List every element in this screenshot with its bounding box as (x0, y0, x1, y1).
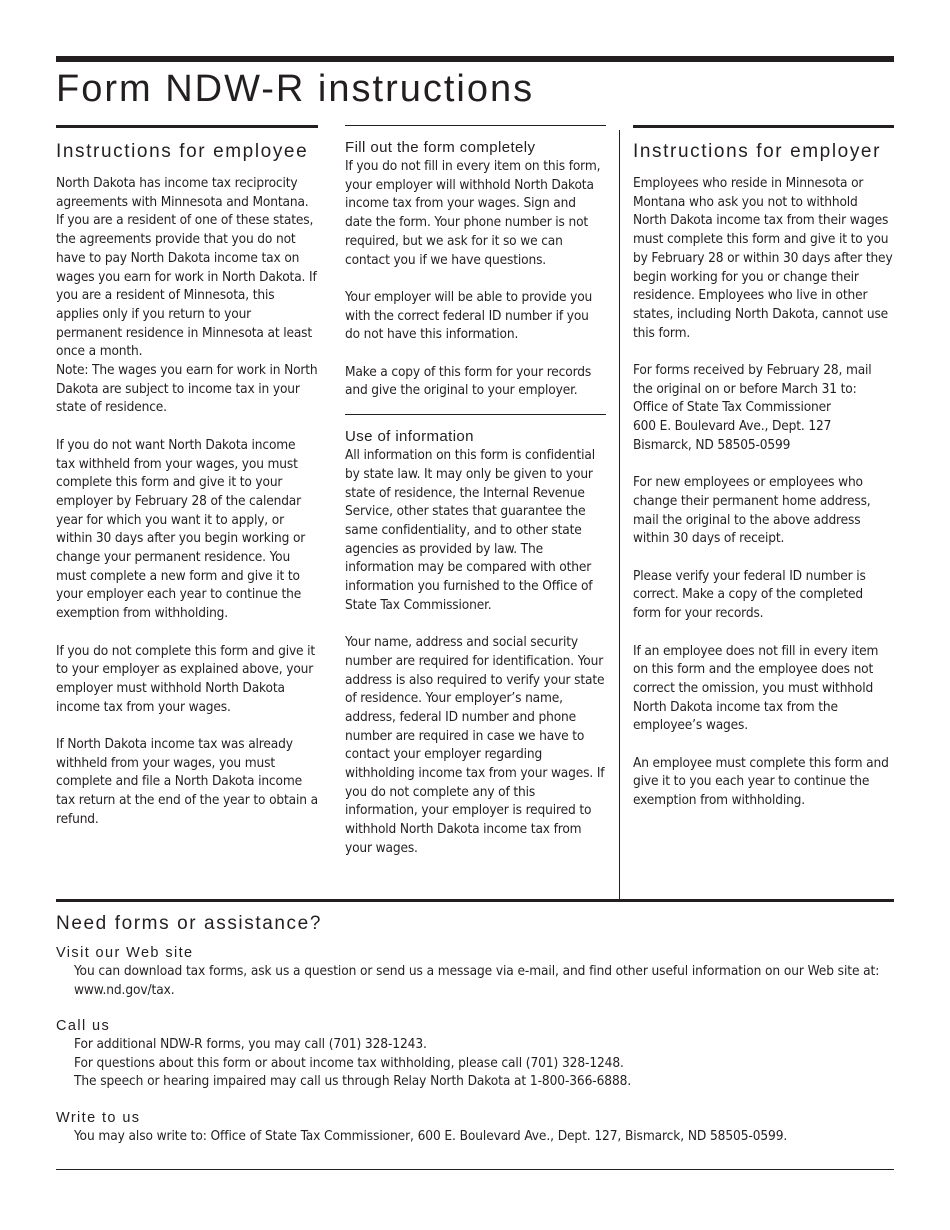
employer-paragraph-5: If an employee does not fill in every item on this form and the employee does not correct the omission, you must withhold North Dakota income tax from the employee’s wages. (633, 642, 879, 734)
employee-column (56, 125, 318, 829)
employer-paragraph-6: An employee must complete this form and give it to you each year to continue the exemption from withholding. (633, 754, 889, 809)
employer-paragraph-4: Please verify your federal ID number is correct. Make a copy of the completed form for your records. (633, 567, 866, 622)
use-info-paragraph-1: All information on this form is confidential by state law. It may only be given to your state of residence, the Internal Revenue Service, other states that guarantee the same confidentiality, and to other state agencies as provided by law. The information may be compared with other information you furnished to the Office of State Tax Commissioner. (345, 447, 595, 613)
employee-paragraph-1 (56, 174, 318, 361)
form-page (56, 0, 894, 1230)
bottom-rule (56, 1169, 894, 1170)
write-text: You may also write to: Office of State Tax Commissioner, 600 E. Boulevard Ave., Dept. 127, Bismarck, ND 58505-0599. (74, 1127, 788, 1144)
call-line-relay: The speech or hearing impaired may call us through Relay North Dakota at 1-800-366-6888. (74, 1073, 632, 1089)
fill-out-paragraph-3: Make a copy of this form for your records and give the original to your employer. (345, 363, 592, 399)
employer-mailing-block (633, 361, 894, 455)
employer-heading: Instructions for employer (633, 141, 882, 162)
fill-out-paragraph-1: If you do not fill in every item on this form, your employer will withhold North Dakota income tax from your wages. Sign and date the form. Your phone number is not required, but we ask for it so we can contact you if we have questions. (345, 158, 601, 268)
use-info-paragraph-2: Your name, address and social security number are required for identification. Your address is also required to verify your state of residence. Your employer’s name, address, federal ID number and phone number are required in case we have to contact your employer regarding withholding income tax from your wages. If you do not complete any of this information, your employer is required to withhold North Dakota income tax from your wages. (345, 634, 605, 856)
web-text: You can download tax forms, ask us a question or send us a message via e-mail, and find other useful information on our Web site at: www.nd.gov/tax. (74, 963, 880, 998)
employee-heading: Instructions for employee (56, 141, 309, 162)
address-line-3: Bismarck, ND 58505-0599 (633, 436, 791, 453)
employee-rule (56, 125, 318, 128)
call-line-forms: For additional NDW-R forms, you may call (701) 328-1243. (74, 1036, 427, 1052)
web-heading: Visit our Web site (56, 945, 194, 961)
use-info-heading: Use of information (345, 428, 474, 446)
assistance-section (56, 912, 894, 1163)
assistance-rule (56, 899, 894, 902)
page-title: Form NDW-R instructions (56, 68, 535, 110)
assistance-heading: Need forms or assistance? (56, 913, 322, 934)
middle-column (345, 125, 606, 858)
employee-paragraph-3: If you do not complete this form and give it to your employer as explained above, your employer must withhold North Dakota income tax from your wages. (56, 642, 316, 715)
employee-paragraph-4: If North Dakota income tax was already withheld from your wages, you must complete and file a North Dakota income tax return at the end of the year to obtain a refund. (56, 736, 318, 827)
employee-note: Note: The wages you earn for work in North Dakota are subject to income tax in your state of residence. (56, 362, 318, 416)
call-line-questions: For questions about this form or about income tax withholding, please call (701) 328-1248. (74, 1054, 624, 1071)
employer-paragraph-2: For forms received by February 28, mail the original on or before March 31 to: (633, 362, 872, 397)
fill-out-paragraph-2: Your employer will be able to provide you with the correct federal ID number if you do not have this information. (345, 288, 593, 343)
employer-column (633, 125, 894, 810)
fill-out-rule (345, 125, 606, 126)
employee-paragraph-2: If you do not want North Dakota income tax withheld from your wages, you must complete this form and give it to your employer by February 28 of the calendar year for which you want it to apply, or within 30 days after you begin working or change your permanent residence. You must complete a new form and give it to your employer each year to continue the exemption from withholding. (56, 436, 306, 622)
fill-out-heading: Fill out the form completely (345, 139, 536, 156)
employer-paragraph-3: For new employees or employees who change their permanent home address, mail the original to the above address within 30 days of receipt. (633, 474, 871, 547)
employer-rule (633, 125, 894, 128)
reciprocity-text: North Dakota has income tax reciprocity agreements with Minnesota and Montana. If you are a resident of one of these states, the agreements provide that you do not have to pay North Dakota income tax on wages you earn for work in North Dakota. If you are a resident of Minnesota, this applies only if you return to your permanent residence in Minnesota at least once a month. (56, 175, 317, 360)
call-lines (74, 1035, 894, 1091)
column-divider (619, 130, 620, 900)
use-info-rule (345, 414, 606, 415)
employer-paragraph-1: Employees who reside in Minnesota or Montana who ask you not to withhold North Dakota income tax from their wages must complete this form and give it to you by February 28 or within 30 days after they begin working for you or change their residence. Employees who live in other states, including North Dakota, cannot use this form. (633, 175, 893, 341)
write-heading: Write to us (56, 1109, 141, 1126)
address-line-1: Office of State Tax Commissioner (633, 399, 831, 416)
top-rule (56, 56, 894, 62)
call-heading: Call us (56, 1018, 111, 1034)
address-line-2: 600 E. Boulevard Ave., Dept. 127 (633, 418, 832, 435)
